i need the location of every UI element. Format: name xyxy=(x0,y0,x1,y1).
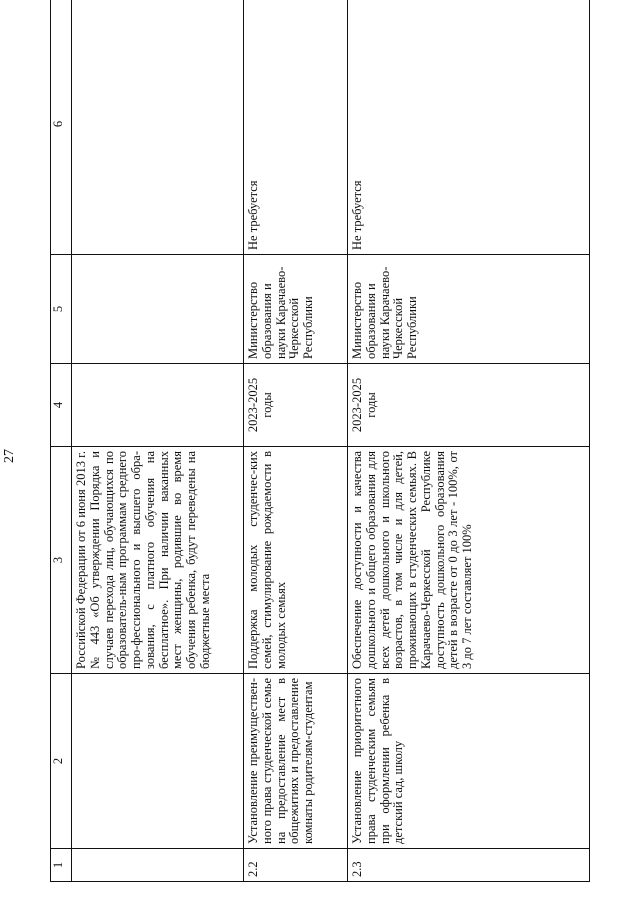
header-col-5: 5 xyxy=(51,254,72,363)
measures-table xyxy=(50,0,590,882)
row-number xyxy=(72,848,244,881)
page-number: 27 xyxy=(2,449,17,463)
table-row xyxy=(72,0,244,881)
row-period xyxy=(72,363,244,446)
table-row xyxy=(244,0,348,881)
row-measure xyxy=(72,673,244,848)
header-col-6: 6 xyxy=(51,0,72,254)
row-period: 2023-2025 годы xyxy=(348,363,590,446)
row-measure: Установление приоритетного права студенческим семьям при оформлении ребенка в детский сад, школу xyxy=(348,673,590,848)
header-col-4: 4 xyxy=(51,363,72,446)
row-funding xyxy=(72,0,244,254)
row-number: 2.3 xyxy=(348,848,590,881)
row-funding: Не требуется xyxy=(348,0,590,254)
row-executor: Министерство образования и науки Карачаево-Черкесской Республики xyxy=(244,254,348,363)
row-funding: Не требуется xyxy=(244,0,348,254)
row-measure: Установление преимуществен-ного права студенческой семье на предоставление мест в общежитиях и предоставление комнаты родителям-студентам xyxy=(244,673,348,848)
row-content: Поддержка молодых студенчес-ких семей, стимулирование рождаемости в молодых семьях xyxy=(244,446,348,673)
row-period: 2023-2025 годы xyxy=(244,363,348,446)
header-col-3: 3 xyxy=(51,446,72,673)
header-col-2: 2 xyxy=(51,673,72,848)
header-col-1: 1 xyxy=(51,848,72,881)
row-number: 2.2 xyxy=(244,848,348,881)
row-content: Российской Федерации от 6 июня 2013 г. № 443 «Об утверждении Порядка и случаев перехода лиц, обучающихся по образователь-ным программам среднего про-фессионального и высшего обра-зования, с платного обучения на бесплатное». При наличии ваканных мест женщины, родившие во время обучения ребенка, будут переведены на бюджетные места xyxy=(72,446,244,673)
row-executor xyxy=(72,254,244,363)
rotated-table-wrapper xyxy=(50,24,590,882)
row-executor: Министерство образования и науки Карачаево-Черкесской Республики xyxy=(348,254,590,363)
table-row xyxy=(348,0,590,881)
table-header-row xyxy=(51,0,72,881)
row-content: Обеспечение доступности и качества дошкольного и общего образования для всех детей дошкольного и школьного возрастов, в том числе и для детей, проживающих в студенческих семьях. В Карачаево-Черкесской Республике доступность дошкольного образования детей в возрасте от 0 до 3 лет - 100%, от 3 до 7 лет составляет 100% xyxy=(348,446,590,673)
